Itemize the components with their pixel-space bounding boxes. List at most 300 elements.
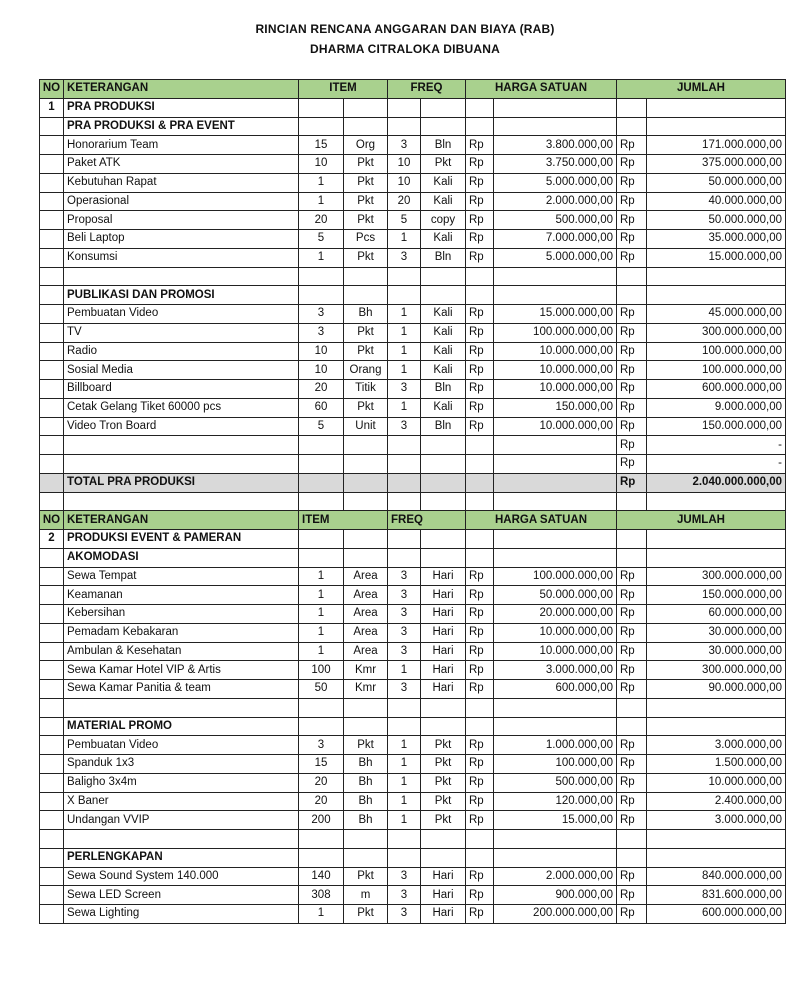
row-freq-qty: 5: [388, 211, 421, 230]
row-item-qty: 1: [299, 605, 344, 624]
row-no: [40, 867, 64, 886]
row-item-unit: Pkt: [344, 905, 388, 924]
row-no: [40, 623, 64, 642]
row-keterangan: Video Tron Board: [64, 417, 299, 436]
row-freq-qty: [388, 717, 421, 736]
row-harga-satuan: 10.000.000,00: [494, 342, 617, 361]
row-jumlah-currency: Rp: [617, 136, 647, 155]
row-freq-unit: [421, 117, 466, 136]
row-keterangan: PRA PRODUKSI & PRA EVENT: [64, 117, 299, 136]
row-harga-satuan: 900.000,00: [494, 886, 617, 905]
item-row: [40, 342, 786, 361]
row-freq-qty: 1: [388, 361, 421, 380]
row-harga-currency: Rp: [466, 230, 494, 249]
row-harga-currency: Rp: [466, 136, 494, 155]
row-jumlah: [647, 286, 786, 305]
row-keterangan: Pembuatan Video: [64, 305, 299, 324]
row-keterangan: AKOMODASI: [64, 548, 299, 567]
total-currency: Rp: [617, 473, 647, 492]
row-keterangan: Sewa Sound System 140.000: [64, 867, 299, 886]
header-no: NO: [40, 80, 64, 99]
row-no: [40, 361, 64, 380]
document-subtitle: DHARMA CITRALOKA DIBUANA: [310, 42, 500, 56]
row-no: [40, 136, 64, 155]
item-row: [40, 361, 786, 380]
row-freq-unit: Hari: [421, 661, 466, 680]
row-harga-satuan: 120.000,00: [494, 792, 617, 811]
row-no: [40, 267, 64, 286]
row-freq-unit: Bln: [421, 417, 466, 436]
row-keterangan: PERLENGKAPAN: [64, 848, 299, 867]
row-item-unit: Pkt: [344, 248, 388, 267]
row-harga-satuan: [494, 286, 617, 305]
row-item-unit: [344, 286, 388, 305]
row-keterangan: Ambulan & Kesehatan: [64, 642, 299, 661]
row-freq-unit: Kali: [421, 323, 466, 342]
row-no: [40, 905, 64, 924]
row-jumlah: 10.000.000,00: [647, 773, 786, 792]
row-freq-unit: Hari: [421, 905, 466, 924]
row-harga-satuan: 100.000.000,00: [494, 567, 617, 586]
total-empty-cell: [344, 473, 388, 492]
row-item-unit: Unit: [344, 417, 388, 436]
item-row: [40, 680, 786, 699]
item-row: [40, 230, 786, 249]
row-freq-qty: [388, 286, 421, 305]
row-jumlah-currency: Rp: [617, 661, 647, 680]
row-harga-currency: Rp: [466, 773, 494, 792]
row-jumlah-currency: Rp: [617, 398, 647, 417]
row-freq-qty: 3: [388, 136, 421, 155]
row-freq-unit: [421, 286, 466, 305]
row-jumlah: 1.500.000,00: [647, 755, 786, 774]
row-harga-currency: Rp: [466, 192, 494, 211]
row-harga-satuan: 600.000,00: [494, 680, 617, 699]
row-jumlah: 2.400.000,00: [647, 792, 786, 811]
row-harga-currency: [466, 117, 494, 136]
total-empty-cell: [466, 473, 494, 492]
row-harga-satuan: 3.750.000,00: [494, 155, 617, 174]
row-keterangan: Sewa LED Screen: [64, 886, 299, 905]
subsection-row: [40, 848, 786, 867]
row-jumlah-currency: Rp: [617, 886, 647, 905]
row-freq-qty: 3: [388, 248, 421, 267]
row-jumlah-currency: Rp: [617, 905, 647, 924]
total-no: [40, 473, 64, 492]
row-item-unit: [344, 698, 388, 717]
header-harga-satuan: HARGA SATUAN: [466, 80, 617, 99]
row-item-qty: 10: [299, 361, 344, 380]
row-harga-currency: Rp: [466, 173, 494, 192]
row-item-unit: Area: [344, 642, 388, 661]
row-freq-unit: Kali: [421, 361, 466, 380]
item-row: [40, 886, 786, 905]
item-row: [40, 192, 786, 211]
row-harga-satuan: [494, 717, 617, 736]
row-freq-qty: 10: [388, 173, 421, 192]
row-keterangan: Pemadam Kebakaran: [64, 623, 299, 642]
row-freq-unit: [421, 455, 466, 474]
row-harga-currency: [466, 548, 494, 567]
row-jumlah-currency: Rp: [617, 680, 647, 699]
item-row: [40, 661, 786, 680]
row-no: [40, 717, 64, 736]
item-row: [40, 905, 786, 924]
row-item-qty: 308: [299, 886, 344, 905]
row-item-unit: [344, 98, 388, 117]
row-jumlah-currency: [617, 548, 647, 567]
row-no: [40, 436, 64, 455]
row-item-unit: Area: [344, 586, 388, 605]
row-keterangan: Keamanan: [64, 586, 299, 605]
row-item-qty: 1: [299, 642, 344, 661]
item-row: [40, 305, 786, 324]
row-item-qty: [299, 117, 344, 136]
row-harga-currency: [466, 267, 494, 286]
row-jumlah-currency: Rp: [617, 417, 647, 436]
row-freq-qty: 3: [388, 623, 421, 642]
row-jumlah: 300.000.000,00: [647, 661, 786, 680]
row-item-qty: [299, 530, 344, 549]
row-item-unit: [344, 436, 388, 455]
row-jumlah-currency: [617, 830, 647, 849]
row-item-qty: 20: [299, 792, 344, 811]
row-jumlah-currency: Rp: [617, 811, 647, 830]
row-item-unit: Kmr: [344, 661, 388, 680]
row-freq-unit: Pkt: [421, 811, 466, 830]
row-item-unit: Pcs: [344, 230, 388, 249]
row-jumlah: [647, 548, 786, 567]
row-keterangan: Billboard: [64, 380, 299, 399]
row-keterangan: [64, 267, 299, 286]
row-harga-satuan: 3.000.000,00: [494, 661, 617, 680]
row-jumlah: 50.000.000,00: [647, 211, 786, 230]
row-jumlah-currency: [617, 530, 647, 549]
row-freq-unit: Pkt: [421, 773, 466, 792]
row-harga-satuan: [494, 492, 617, 511]
row-item-unit: Bh: [344, 811, 388, 830]
row-item-qty: 3: [299, 736, 344, 755]
subsection-row: [40, 548, 786, 567]
row-no: [40, 248, 64, 267]
row-harga-currency: [466, 436, 494, 455]
row-no: [40, 586, 64, 605]
item-row: [40, 811, 786, 830]
row-item-qty: 3: [299, 323, 344, 342]
row-item-unit: Pkt: [344, 211, 388, 230]
subsection-row: [40, 717, 786, 736]
row-freq-qty: 3: [388, 605, 421, 624]
row-item-qty: 50: [299, 680, 344, 699]
row-keterangan: Radio: [64, 342, 299, 361]
row-no: [40, 698, 64, 717]
row-harga-satuan: 1.000.000,00: [494, 736, 617, 755]
row-harga-currency: Rp: [466, 736, 494, 755]
row-freq-qty: [388, 455, 421, 474]
row-freq-qty: 1: [388, 773, 421, 792]
row-item-unit: [344, 830, 388, 849]
row-freq-unit: Pkt: [421, 736, 466, 755]
row-jumlah: 150.000.000,00: [647, 417, 786, 436]
row-item-unit: Pkt: [344, 398, 388, 417]
row-freq-unit: Hari: [421, 586, 466, 605]
row-item-unit: Bh: [344, 792, 388, 811]
row-jumlah-currency: Rp: [617, 755, 647, 774]
row-no: [40, 755, 64, 774]
row-harga-currency: [466, 717, 494, 736]
row-item-qty: 100: [299, 661, 344, 680]
row-freq-unit: Bln: [421, 248, 466, 267]
row-harga-currency: Rp: [466, 905, 494, 924]
row-keterangan: Beli Laptop: [64, 230, 299, 249]
header-freq: FREQ: [388, 511, 466, 530]
row-no: [40, 117, 64, 136]
row-freq-unit: Kali: [421, 342, 466, 361]
row-no: [40, 305, 64, 324]
row-harga-currency: [466, 830, 494, 849]
row-harga-currency: Rp: [466, 623, 494, 642]
row-jumlah-currency: [617, 98, 647, 117]
row-harga-currency: Rp: [466, 886, 494, 905]
row-harga-satuan: 500.000,00: [494, 211, 617, 230]
header-freq: FREQ: [388, 80, 466, 99]
row-freq-unit: Kali: [421, 230, 466, 249]
row-jumlah-currency: Rp: [617, 380, 647, 399]
row-jumlah-currency: Rp: [617, 736, 647, 755]
row-freq-unit: Hari: [421, 680, 466, 699]
row-item-unit: [344, 267, 388, 286]
row-freq-unit: [421, 698, 466, 717]
table-header-row: [40, 511, 786, 530]
row-item-unit: Pkt: [344, 867, 388, 886]
row-item-unit: Pkt: [344, 173, 388, 192]
row-jumlah-currency: Rp: [617, 605, 647, 624]
row-harga-currency: Rp: [466, 605, 494, 624]
blank-row: [40, 267, 786, 286]
total-empty-cell: [388, 473, 421, 492]
subsection-row: [40, 286, 786, 305]
row-harga-satuan: [494, 530, 617, 549]
row-item-qty: [299, 717, 344, 736]
row-harga-currency: [466, 492, 494, 511]
row-item-unit: Titik: [344, 380, 388, 399]
row-item-qty: 1: [299, 905, 344, 924]
item-row: [40, 455, 786, 474]
row-harga-currency: Rp: [466, 567, 494, 586]
row-keterangan: PRODUKSI EVENT & PAMERAN: [64, 530, 299, 549]
row-item-qty: 20: [299, 773, 344, 792]
row-freq-qty: [388, 848, 421, 867]
total-empty-cell: [299, 473, 344, 492]
row-jumlah-currency: [617, 286, 647, 305]
row-harga-satuan: [494, 698, 617, 717]
row-no: [40, 736, 64, 755]
row-harga-satuan: 3.800.000,00: [494, 136, 617, 155]
row-item-qty: [299, 548, 344, 567]
row-freq-qty: 3: [388, 417, 421, 436]
row-item-qty: 15: [299, 755, 344, 774]
row-keterangan: Undangan VVIP: [64, 811, 299, 830]
row-freq-unit: [421, 830, 466, 849]
row-harga-satuan: [494, 548, 617, 567]
item-row: [40, 136, 786, 155]
row-jumlah-currency: Rp: [617, 586, 647, 605]
row-freq-unit: Pkt: [421, 755, 466, 774]
row-freq-qty: 10: [388, 155, 421, 174]
row-freq-qty: [388, 436, 421, 455]
header-keterangan: KETERANGAN: [64, 80, 299, 99]
row-harga-satuan: 100.000.000,00: [494, 323, 617, 342]
row-freq-qty: 3: [388, 586, 421, 605]
row-jumlah: 171.000.000,00: [647, 136, 786, 155]
row-item-qty: [299, 455, 344, 474]
row-harga-satuan: 15.000.000,00: [494, 305, 617, 324]
item-row: [40, 792, 786, 811]
row-keterangan: Operasional: [64, 192, 299, 211]
budget-table: [39, 79, 786, 924]
row-freq-unit: Bln: [421, 380, 466, 399]
row-item-unit: Org: [344, 136, 388, 155]
item-row: [40, 248, 786, 267]
row-item-qty: 5: [299, 230, 344, 249]
row-jumlah: 600.000.000,00: [647, 905, 786, 924]
row-no: [40, 567, 64, 586]
row-harga-satuan: 10.000.000,00: [494, 642, 617, 661]
row-harga-currency: Rp: [466, 642, 494, 661]
row-harga-satuan: 20.000.000,00: [494, 605, 617, 624]
row-harga-satuan: 15.000,00: [494, 811, 617, 830]
row-keterangan: X Baner: [64, 792, 299, 811]
row-jumlah: 600.000.000,00: [647, 380, 786, 399]
row-item-unit: Area: [344, 605, 388, 624]
row-jumlah: 150.000.000,00: [647, 586, 786, 605]
row-item-qty: 3: [299, 305, 344, 324]
row-jumlah-currency: Rp: [617, 436, 647, 455]
row-freq-unit: [421, 717, 466, 736]
row-no: [40, 173, 64, 192]
header-jumlah: JUMLAH: [617, 80, 786, 99]
row-harga-currency: [466, 698, 494, 717]
row-keterangan: Proposal: [64, 211, 299, 230]
item-row: [40, 773, 786, 792]
row-item-qty: 5: [299, 417, 344, 436]
row-item-qty: 10: [299, 155, 344, 174]
row-freq-unit: Kali: [421, 192, 466, 211]
row-jumlah: 3.000.000,00: [647, 811, 786, 830]
row-jumlah: 100.000.000,00: [647, 361, 786, 380]
row-harga-currency: [466, 455, 494, 474]
row-keterangan: Sewa Lighting: [64, 905, 299, 924]
row-freq-qty: 3: [388, 567, 421, 586]
row-no: [40, 811, 64, 830]
item-row: [40, 398, 786, 417]
row-jumlah-currency: Rp: [617, 155, 647, 174]
row-no: [40, 286, 64, 305]
row-item-unit: Pkt: [344, 323, 388, 342]
row-harga-currency: Rp: [466, 361, 494, 380]
row-jumlah-currency: Rp: [617, 230, 647, 249]
section-row: [40, 98, 786, 117]
row-item-unit: Pkt: [344, 342, 388, 361]
row-jumlah: -: [647, 436, 786, 455]
row-keterangan: Paket ATK: [64, 155, 299, 174]
row-harga-currency: Rp: [466, 380, 494, 399]
header-keterangan: KETERANGAN: [64, 511, 299, 530]
row-item-unit: Bh: [344, 305, 388, 324]
row-freq-qty: [388, 117, 421, 136]
row-freq-qty: 1: [388, 811, 421, 830]
row-harga-currency: Rp: [466, 417, 494, 436]
row-harga-satuan: 2.000.000,00: [494, 192, 617, 211]
total-empty-cell: [494, 473, 617, 492]
row-jumlah: 40.000.000,00: [647, 192, 786, 211]
budget-table-body: [40, 80, 786, 924]
item-row: [40, 436, 786, 455]
row-jumlah-currency: Rp: [617, 455, 647, 474]
row-jumlah-currency: Rp: [617, 361, 647, 380]
row-jumlah-currency: [617, 267, 647, 286]
row-item-qty: 60: [299, 398, 344, 417]
row-freq-unit: Bln: [421, 136, 466, 155]
row-freq-qty: 20: [388, 192, 421, 211]
row-jumlah-currency: Rp: [617, 173, 647, 192]
row-item-unit: Bh: [344, 773, 388, 792]
total-empty-cell: [421, 473, 466, 492]
row-freq-unit: Kali: [421, 173, 466, 192]
row-item-qty: 15: [299, 136, 344, 155]
row-jumlah: 45.000.000,00: [647, 305, 786, 324]
row-harga-currency: Rp: [466, 248, 494, 267]
row-harga-currency: Rp: [466, 155, 494, 174]
row-jumlah: [647, 98, 786, 117]
header-jumlah: JUMLAH: [617, 511, 786, 530]
row-jumlah-currency: [617, 117, 647, 136]
row-harga-currency: [466, 286, 494, 305]
row-harga-currency: Rp: [466, 680, 494, 699]
row-item-qty: 20: [299, 211, 344, 230]
row-keterangan: Sewa Kamar Hotel VIP & Artis: [64, 661, 299, 680]
row-keterangan: PUBLIKASI DAN PROMOSI: [64, 286, 299, 305]
row-no: [40, 830, 64, 849]
row-freq-unit: Hari: [421, 642, 466, 661]
row-freq-unit: Hari: [421, 567, 466, 586]
row-jumlah: 3.000.000,00: [647, 736, 786, 755]
row-harga-currency: Rp: [466, 323, 494, 342]
row-keterangan: Spanduk 1x3: [64, 755, 299, 774]
row-harga-currency: [466, 530, 494, 549]
row-jumlah-currency: [617, 698, 647, 717]
row-jumlah-currency: Rp: [617, 792, 647, 811]
blank-row: [40, 492, 786, 511]
row-no: [40, 642, 64, 661]
row-item-qty: 140: [299, 867, 344, 886]
row-freq-unit: [421, 436, 466, 455]
row-freq-unit: Hari: [421, 886, 466, 905]
total-label: TOTAL PRA PRODUKSI: [64, 473, 299, 492]
row-no: [40, 661, 64, 680]
row-freq-unit: [421, 530, 466, 549]
row-jumlah: 300.000.000,00: [647, 323, 786, 342]
row-item-unit: Area: [344, 623, 388, 642]
row-freq-qty: [388, 530, 421, 549]
row-item-unit: Pkt: [344, 192, 388, 211]
row-harga-satuan: 10.000.000,00: [494, 623, 617, 642]
row-item-qty: [299, 830, 344, 849]
item-row: [40, 173, 786, 192]
row-no: [40, 342, 64, 361]
row-no: [40, 848, 64, 867]
row-keterangan: [64, 492, 299, 511]
